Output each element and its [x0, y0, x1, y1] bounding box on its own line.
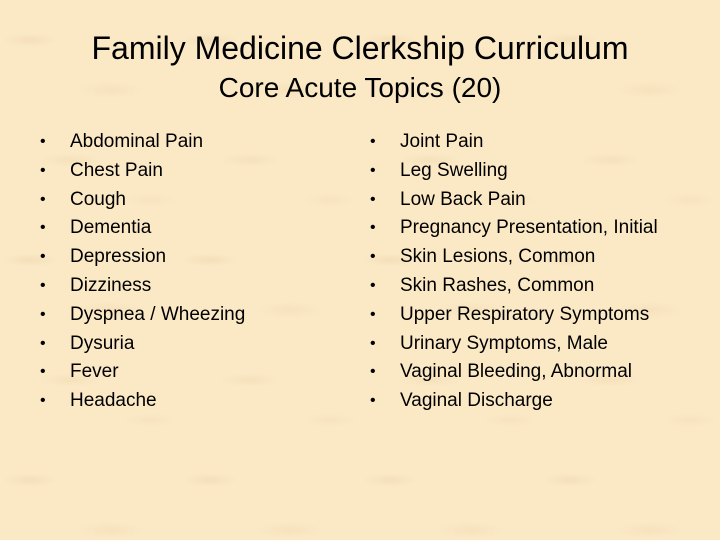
bullet-icon: • [40, 161, 46, 179]
topic-label: Dyspnea / Wheezing [70, 303, 246, 325]
topic-list-item [40, 387, 340, 416]
bullet-icon: • [370, 305, 376, 323]
bullet-icon: • [370, 161, 376, 179]
topic-label: Urinary Symptoms, Male [400, 332, 608, 354]
bullet-icon: • [370, 363, 376, 381]
bullet-icon: • [40, 190, 46, 208]
topic-label: Abdominal Pain [70, 131, 204, 152]
topic-label: Leg Swelling [400, 159, 508, 181]
bullet-icon: • [40, 219, 46, 237]
bullet-icon: • [40, 334, 46, 352]
bullet-icon: • [40, 392, 46, 410]
topic-list-item [370, 128, 710, 157]
topic-label: Vaginal Discharge [400, 390, 553, 412]
topic-label: Dementia [70, 217, 152, 239]
topic-list-item [40, 358, 340, 387]
topic-list-item [40, 128, 340, 157]
bullet-icon: • [370, 248, 376, 266]
topic-list-item [370, 243, 710, 272]
bullet-icon: • [40, 276, 46, 294]
topic-list-item [370, 214, 710, 243]
topic-list-item [370, 272, 710, 301]
topic-label: Skin Rashes, Common [400, 274, 595, 296]
bullet-icon: • [40, 305, 46, 323]
topic-list-right [370, 128, 710, 416]
bullet-icon: • [40, 363, 46, 381]
topic-label: Low Back Pain [400, 188, 526, 210]
bullet-icon: • [370, 276, 376, 294]
topic-label: Pregnancy Presentation, Initial [400, 217, 658, 239]
topic-list-item [370, 387, 710, 416]
topic-label: Headache [70, 390, 157, 412]
topic-label: Upper Respiratory Symptoms [400, 303, 650, 325]
topic-label: Chest Pain [70, 159, 163, 181]
topic-list-item [40, 243, 340, 272]
topic-list-item [40, 214, 340, 243]
bullet-icon: • [40, 133, 46, 150]
bullet-icon: • [40, 248, 46, 266]
bullet-icon: • [370, 219, 376, 237]
bullet-icon: • [370, 334, 376, 352]
topic-list-item [370, 358, 710, 387]
topic-label: Joint Pain [400, 131, 484, 152]
topic-list-item [40, 157, 340, 186]
topic-label: Fever [70, 361, 119, 383]
slide-title: Family Medicine Clerkship Curriculum [91, 30, 629, 66]
bullet-icon: • [370, 133, 376, 150]
topic-label: Dysuria [70, 332, 135, 354]
topic-list-item [370, 186, 710, 215]
topic-label: Skin Lesions, Common [400, 246, 596, 268]
topic-label: Dizziness [70, 274, 152, 296]
topic-label: Depression [70, 246, 167, 268]
slide-subtitle: Core Acute Topics (20) [218, 72, 502, 103]
topic-label: Vaginal Bleeding, Abnormal [400, 361, 633, 383]
topic-list-item [370, 301, 710, 330]
topic-list-item [370, 157, 710, 186]
topic-list-item [40, 272, 340, 301]
topic-list-item [40, 330, 340, 359]
bullet-icon: • [370, 190, 376, 208]
topic-label: Cough [70, 188, 126, 210]
topic-list-item [370, 330, 710, 359]
topic-list-item [40, 301, 340, 330]
bullet-icon: • [370, 392, 376, 410]
topic-list-item [40, 186, 340, 215]
topic-list-left [40, 128, 340, 416]
